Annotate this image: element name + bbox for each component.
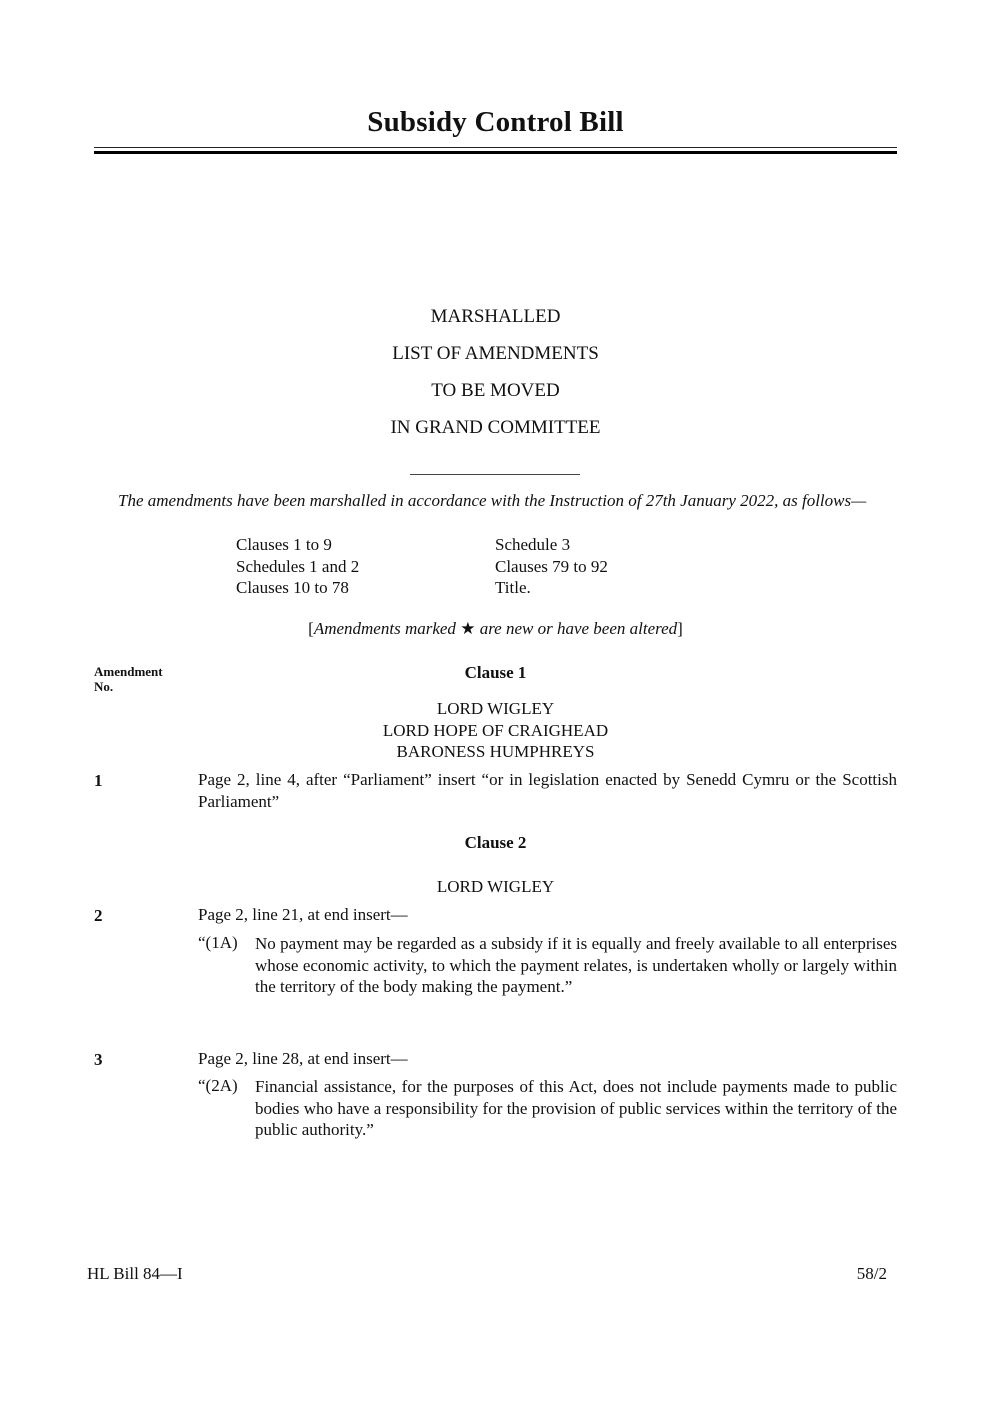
order-item: Schedules 1 and 2 <box>236 556 360 576</box>
schedule-order-left <box>236 534 359 599</box>
page-reference: 58/2 <box>856 1264 887 1283</box>
sponsor: BARONESS HUMPHREYS <box>396 742 595 761</box>
subsection-text: Financial assistance, for the purposes of this Act, does not include payments made to public bodies who have a responsibility for the provision of public services within the territory of the public authority.” <box>255 1077 897 1139</box>
marshalling-intro: The amendments have been marshalled in accordance with the Instruction of 27th January 2022, as follows— <box>118 491 867 510</box>
amendment-text: Page 2, line 4, after “Parliament” insert “or in legislation enacted by Senedd Cymru or the Scottish Parliament” <box>198 770 897 811</box>
heading-marshalled: MARSHALLED <box>430 306 561 327</box>
sponsor: LORD HOPE OF CRAIGHEAD <box>382 720 609 740</box>
heading-divider <box>410 474 580 475</box>
title-rule-thick <box>94 151 897 154</box>
clause-heading: Clause 2 <box>464 833 527 852</box>
bill-title: Subsidy Control Bill <box>367 106 624 138</box>
order-item: Clauses 79 to 92 <box>495 556 608 576</box>
subsection-label: “(2A) <box>198 1076 238 1095</box>
amendment-text: Page 2, line 21, at end insert— <box>198 905 408 924</box>
star-icon: ★ <box>460 619 476 638</box>
sponsor-list <box>94 698 897 763</box>
heading-grand-committee: IN GRAND COMMITTEE <box>390 417 601 438</box>
sponsor-list <box>94 876 897 898</box>
subsection-text: No payment may be regarded as a subsidy if it is equally and freely available to all enterprises whose economic activity, to which the payment relates, is undertaken wholly or largely within the territory of the body making the payment.” <box>255 934 897 996</box>
bill-reference: HL Bill 84—I <box>87 1264 183 1283</box>
amendment-text: Page 2, line 28, at end insert— <box>198 1049 408 1068</box>
order-item: Clauses 1 to 9 <box>236 535 332 554</box>
subsection-label: “(1A) <box>198 933 238 952</box>
order-item: Schedule 3 <box>495 535 571 554</box>
amendment-number: 1 <box>94 771 103 790</box>
amendment-number-column-label: Amendment No. <box>94 664 163 694</box>
title-rule-thin <box>94 147 897 148</box>
clause-heading: Clause 1 <box>464 663 527 682</box>
sponsor: LORD WIGLEY <box>436 699 555 718</box>
altered-amendments-note: [Amendments marked ★ are new or have been altered] <box>308 619 683 638</box>
amendment-number: 2 <box>94 906 103 925</box>
schedule-order-right <box>495 534 608 599</box>
heading-to-be-moved: TO BE MOVED <box>431 380 560 401</box>
amendment-number: 3 <box>94 1050 103 1069</box>
order-item: Title. <box>495 578 531 597</box>
heading-list-of-amendments: LIST OF AMENDMENTS <box>392 343 599 364</box>
sponsor: LORD WIGLEY <box>436 877 555 896</box>
order-item: Clauses 10 to 78 <box>236 578 349 597</box>
